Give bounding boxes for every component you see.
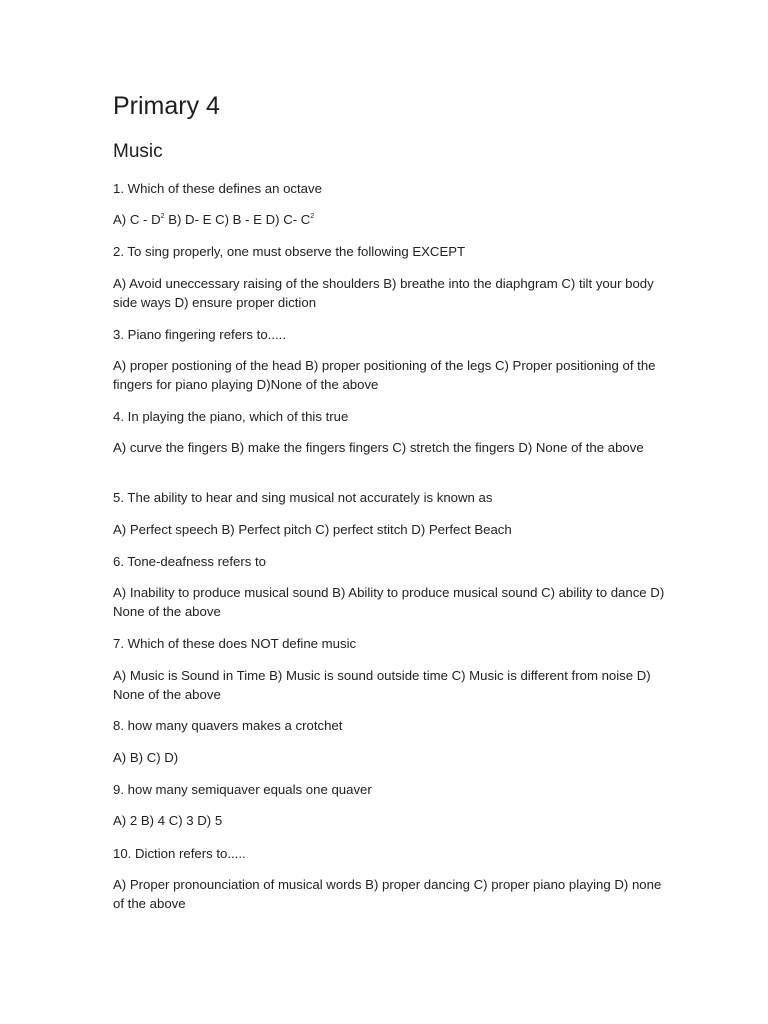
question-3-prompt: 3. Piano fingering refers to..... — [113, 327, 286, 342]
question-9-options: A) 2 B) 4 C) 3 D) 5 — [113, 813, 223, 828]
question-5-options: A) Perfect speech B) Perfect pitch C) perfect stitch D) Perfect Beach — [113, 522, 512, 537]
question-4-options: A) curve the fingers B) make the fingers fingers C) stretch the fingers D) None of the above — [113, 440, 644, 455]
question-4-prompt: 4. In playing the piano, which of this true — [113, 409, 349, 424]
question-9-prompt: 9. how many semiquaver equals one quaver — [113, 782, 372, 797]
question-6-prompt: 6. Tone-deafness refers to — [113, 554, 266, 569]
subject-heading: Music — [113, 141, 163, 162]
question-6-options: A) Inability to produce musical sound B) Ability to produce musical sound C) ability to dance D) None of the above — [113, 585, 665, 619]
question-10-prompt: 10. Diction refers to..... — [113, 846, 246, 861]
page-title: Primary 4 — [113, 92, 220, 120]
question-7-prompt: 7. Which of these does NOT define music — [113, 636, 357, 651]
question-7-options: A) Music is Sound in Time B) Music is sound outside time C) Music is different from noise D) None of the above — [113, 668, 651, 702]
question-10-options: A) Proper pronounciation of musical words B) proper dancing C) proper piano playing D) none of the above — [113, 877, 662, 911]
question-8-prompt: 8. how many quavers makes a crotchet — [113, 718, 343, 733]
question-3-options: A) proper postioning of the head B) proper positioning of the legs C) Proper positioning of the fingers for piano playing D)None of the above — [113, 358, 656, 392]
question-8-options: A) B) C) D) — [113, 750, 179, 765]
question-2-options: A) Avoid uneccessary raising of the shoulders B) breathe into the diaphgram C) tilt your body side ways D) ensure proper diction — [113, 276, 654, 310]
question-1-prompt: 1. Which of these defines an octave — [113, 181, 322, 196]
question-2-prompt: 2. To sing properly, one must observe the following EXCEPT — [113, 244, 466, 259]
question-5-prompt: 5. The ability to hear and sing musical not accurately is known as — [113, 490, 493, 505]
question-1-options: A) C - $D^2$ B) D- E C) B - E D) C- $C^2$ — [113, 212, 315, 227]
